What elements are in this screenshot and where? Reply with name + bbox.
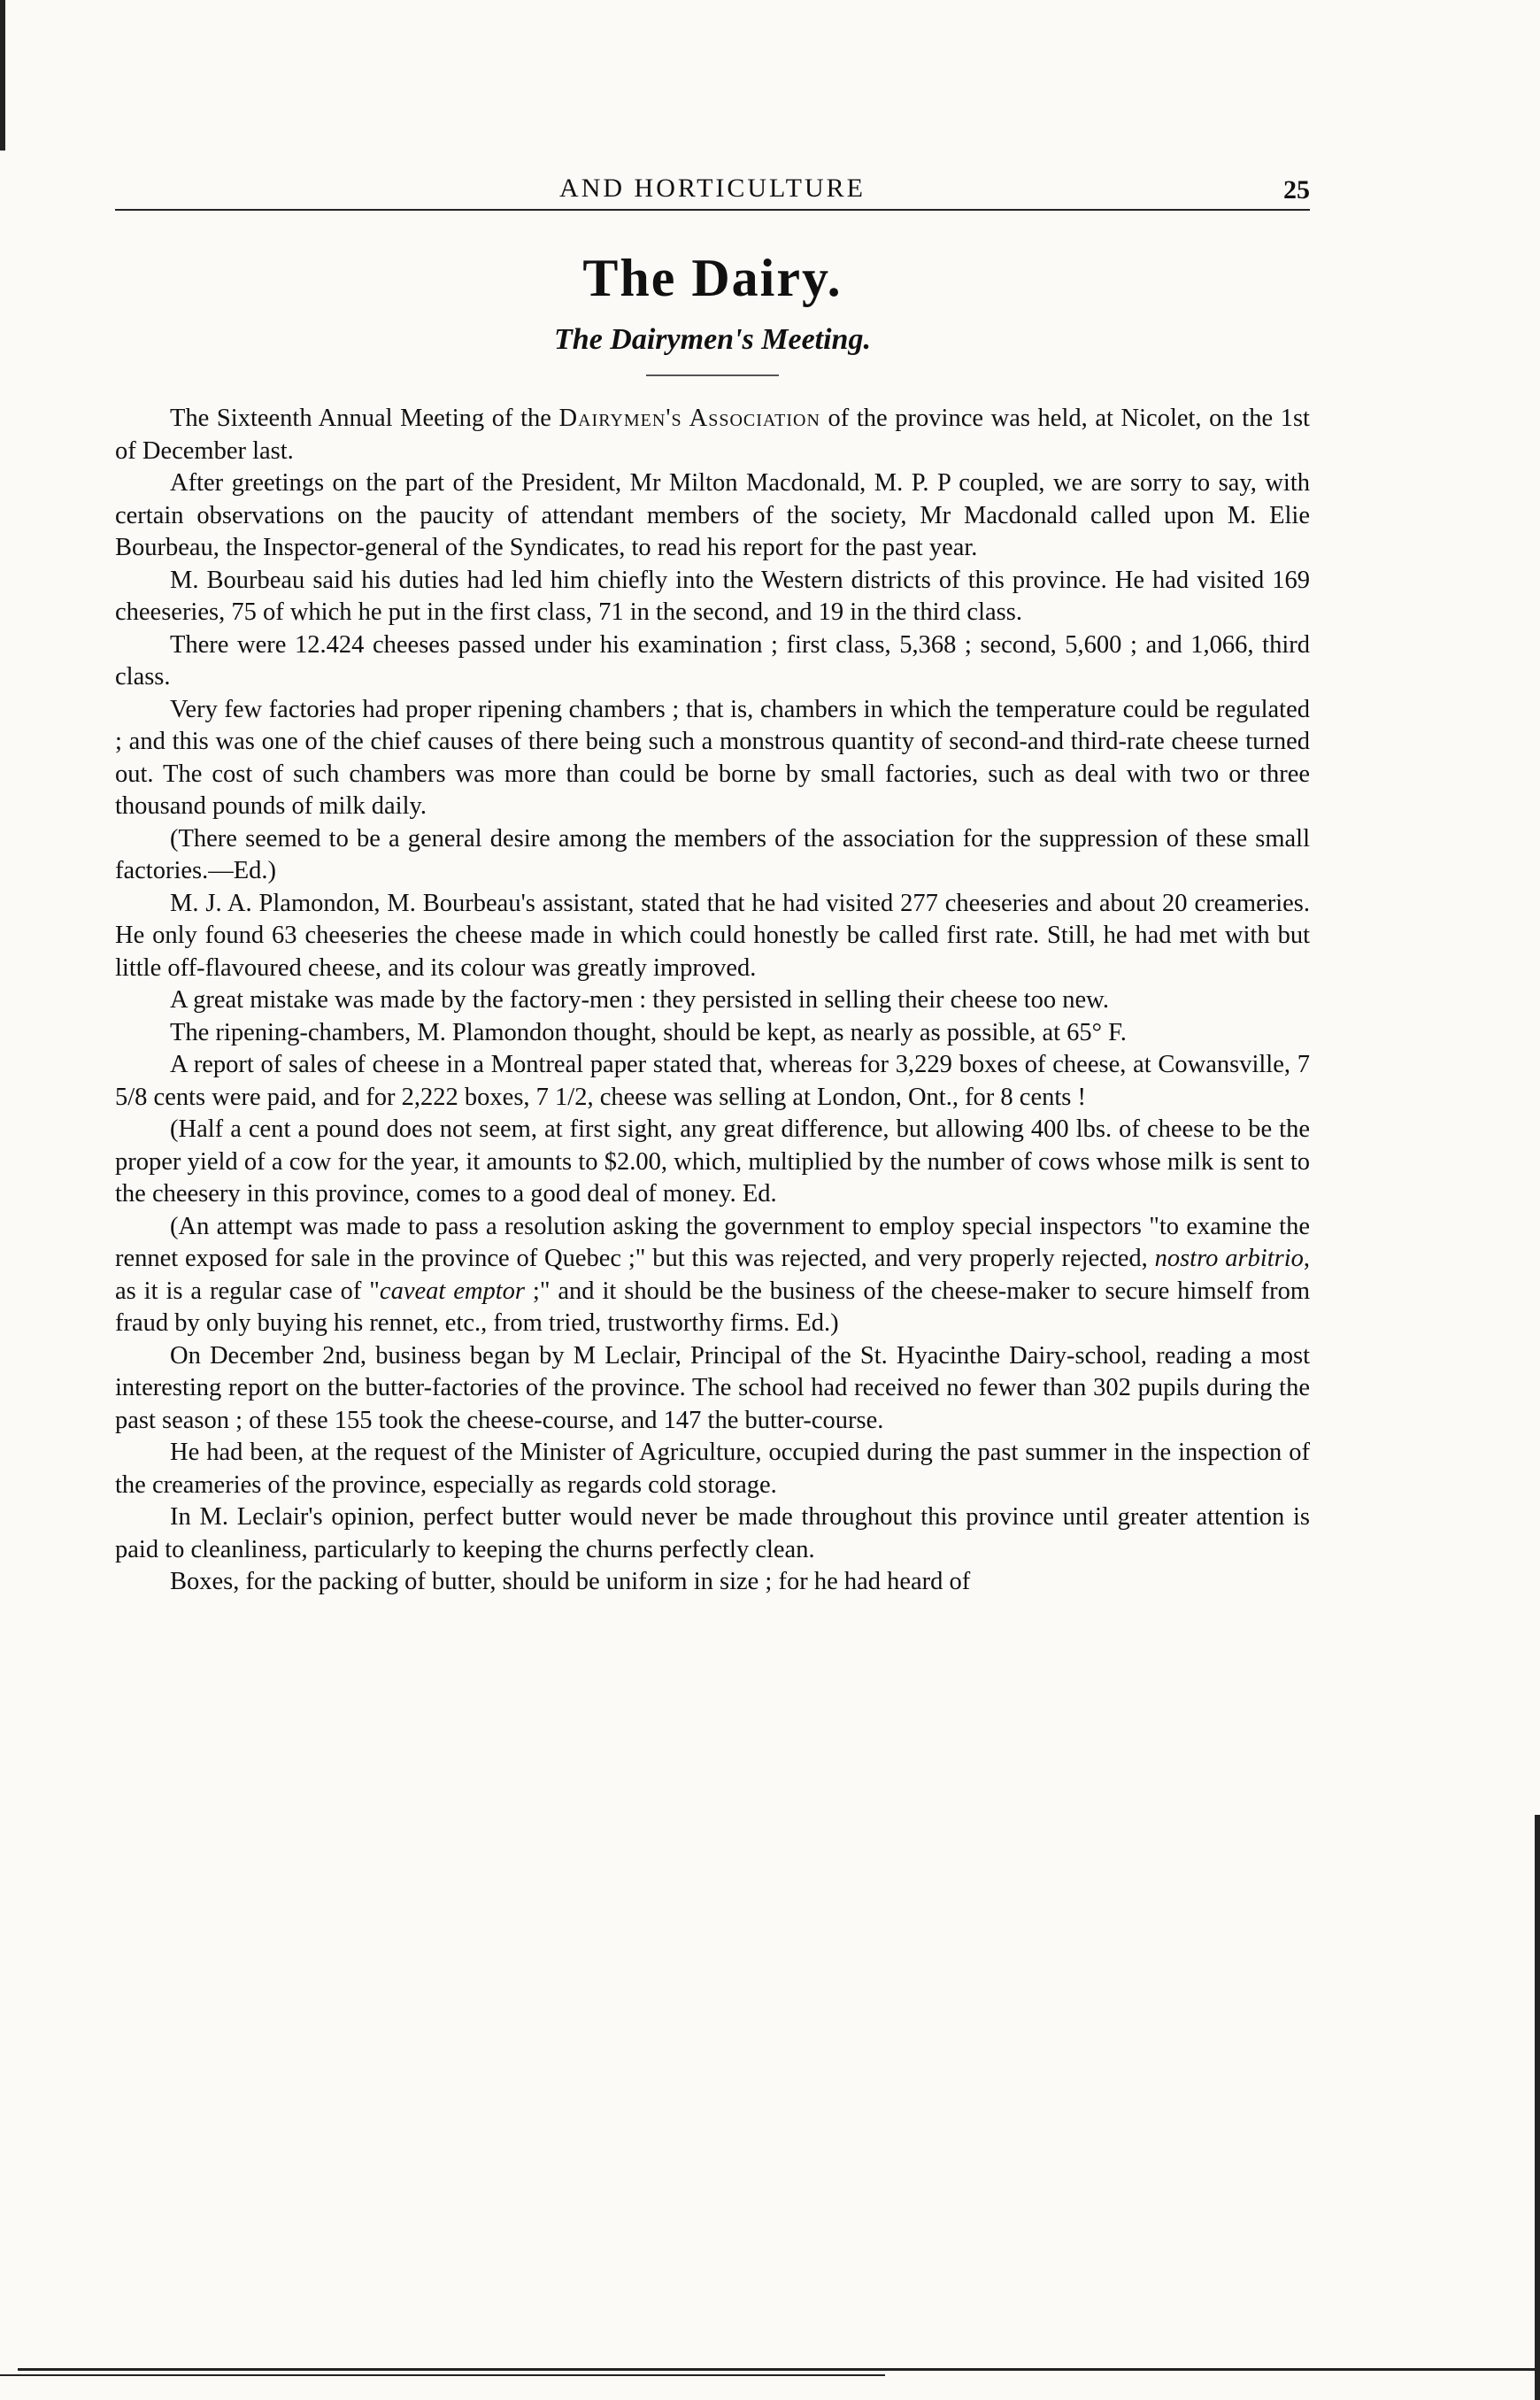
paragraph: M. Bourbeau said his duties had led him chiefly into the Western districts of this province. He had visited 169 cheeseries, 75 of which he put in the first class, 71 in the second, and 19 in the third class. [115, 566, 1310, 626]
paragraph: In M. Leclair's opinion, perfect butter would never be made throughout this province until greater attention is paid to cleanliness, particularly to keeping the churns perfectly clean. [115, 1503, 1310, 1563]
paragraph: Very few factories had proper ripening chambers ; that is, chambers in which the temperature could be regulated ; and this was one of the chief causes of there being such a monstrous quantity of second-and third-rate cheese turned out. The cost of such chambers was more than could be borne by small factories, such as deal with two or three thousand pounds of milk daily. [115, 695, 1310, 820]
paragraph: The ripening-chambers, M. Plamondon thought, should be kept, as nearly as possible, at 65° F. [170, 1018, 1127, 1046]
section-title: The Dairy. [582, 249, 843, 307]
scan-edge-right [1535, 1815, 1540, 2400]
paragraph: A report of sales of cheese in a Montreal paper stated that, whereas for 3,229 boxes of cheese, at Cowansville, 7 5/8 cents were paid, and for 2,222 boxes, 7 1/2, cheese was selling at London, Ont., for 8 cents ! [115, 1051, 1310, 1111]
article-body [115, 403, 1310, 1599]
running-title: AND HORTICULTURE [559, 174, 866, 203]
paragraph: M. J. A. Plamondon, M. Bourbeau's assistant, stated that he had visited 277 cheeseries and about 20 creameries. He only found 63 cheeseries the cheese made in which could honestly be called first rate. Still, he had met with but little off-flavoured cheese, and its colour was greatly improved. [115, 889, 1310, 982]
paragraph: On December 2nd, business began by M Leclair, Principal of the St. Hyacinthe Dairy-school, reading a most interesting report on the butter-factories of the province. The school had received no fewer than 302 pupils during the past season ; of these 155 took the cheese-course, and 147 the butter-course. [115, 1341, 1310, 1434]
page-number: 25 [1283, 175, 1310, 205]
article-title: The Dairymen's Meeting. [554, 323, 871, 356]
title-divider [646, 374, 779, 376]
scan-edge-left [0, 0, 5, 150]
paragraph: A great mistake was made by the factory-men : they persisted in selling their cheese too new. [170, 986, 1110, 1014]
paragraph: After greetings on the part of the President, Mr Milton Macdonald, M. P. P coupled, we are sorry to say, with certain observations on the paucity of attendant members of the society, Mr Macdonald called upon M. Elie Bourbeau, the Inspector-general of the Syndicates, to read his report for the past year. [115, 469, 1310, 561]
paragraph: (Half a cent a pound does not seem, at first sight, any great difference, but allowing 400 lbs. of cheese to be the proper yield of a cow for the year, it amounts to $2.00, which, multiplied by the number of cows whose milk is sent to the cheesery in this province, comes to a good deal of money. Ed. [115, 1115, 1310, 1208]
paragraph: There were 12.424 cheeses passed under his examination ; first class, 5,368 ; second, 5,600 ; and 1,066, third class. [115, 630, 1310, 691]
running-header [115, 174, 1310, 211]
paragraph: (An attempt was made to pass a resolution asking the government to employ special inspectors "to examine the rennet exposed for sale in the province of Quebec ;" but this was rejected, and very properly rejected, nostro arbitrio, as it is a regular case of "caveat emptor ;" and it should be the business of the cheese-maker to secure himself from fraud by only buying his rennet, etc., from tried, trustworthy firms. Ed.) [115, 1212, 1311, 1337]
paragraph: (There seemed to be a general desire among the members of the association for the suppression of these small factories.—Ed.) [115, 824, 1310, 884]
paragraph: The Sixteenth Annual Meeting of the Dairymen's Association of the province was held, at Nicolet, on the 1st of December last. [115, 405, 1310, 465]
page [115, 174, 1310, 1599]
paragraph: Boxes, for the packing of butter, should be uniform in size ; for he had heard of [170, 1568, 971, 1595]
paragraph: He had been, at the request of the Minister of Agriculture, occupied during the past summer in the inspection of the creameries of the province, especially as regards cold storage. [115, 1439, 1310, 1499]
scan-bottom-edge [0, 2365, 1540, 2382]
